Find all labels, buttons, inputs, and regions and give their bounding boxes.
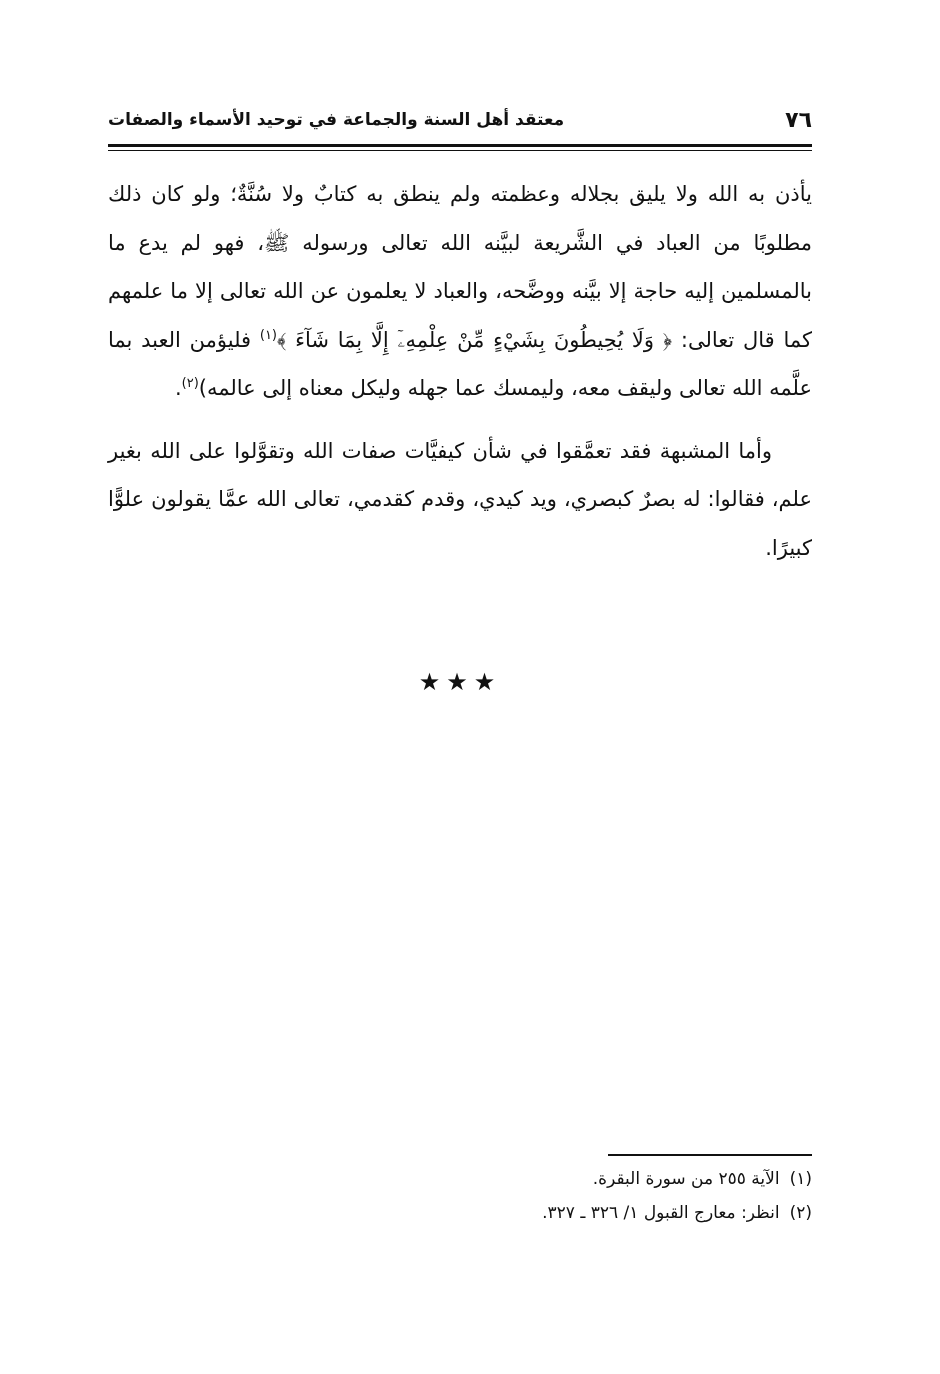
section-separator-stars: ★★★ bbox=[418, 668, 502, 696]
footnote-number: (١) bbox=[789, 1169, 812, 1189]
header-rule-thin bbox=[108, 150, 812, 151]
paragraph-1-part-3: . bbox=[174, 376, 182, 400]
footnotes bbox=[108, 1162, 812, 1230]
main-text bbox=[108, 170, 812, 572]
footnote-ref-2: (٢) bbox=[181, 376, 199, 391]
paragraph-1 bbox=[108, 170, 812, 413]
paragraph-1-part-2: فليؤمن العبد بما علَّمه الله تعالى وليقف معه، وليمسك عما جهله وليكل معناه إلى عالمه) bbox=[108, 327, 812, 400]
header-rule-thick bbox=[108, 144, 812, 147]
footnote-rule bbox=[608, 1154, 812, 1156]
footnote-1 bbox=[108, 1162, 812, 1196]
footnote-text: الآية ٢٥٥ من سورة البقرة. bbox=[592, 1169, 780, 1189]
page-number: ٧٦ bbox=[785, 108, 812, 133]
quran-verse: ﴿ وَلَا يُحِيطُونَ بِشَيْءٍ مِّنْ عِلْمِهِۦٓ إِلَّا بِمَا شَآءَ ﴾ bbox=[277, 327, 673, 352]
footnote-number: (٢) bbox=[789, 1203, 812, 1223]
paragraph-1-part-1: يأذن به الله ولا يليق بجلاله وعظمته ولم ينطق به كتابٌ ولا سُنَّةٌ؛ ولو كان ذلك مطلوبًا من العباد في الشَّريعة لبيَّنه الله تعالى ورسوله ﷺ، فهو لم يدع ما بالمسلمين إليه حاجة إلا بيَّنه ووضَّحه، والعباد لا يعلمون عن الله تعالى إلا ما علمهم كما قال تعالى: bbox=[108, 182, 813, 352]
running-header bbox=[108, 108, 812, 138]
footnote-ref-1: (١) bbox=[259, 327, 277, 343]
footnote-2 bbox=[108, 1196, 812, 1230]
footnote-text: انظر: معارج القبول ١/ ٣٢٦ ـ ٣٢٧. bbox=[542, 1203, 780, 1223]
running-title: معتقد أهل السنة والجماعة في توحيد الأسماء والصفات bbox=[108, 110, 565, 130]
paragraph-2: وأما المشبهة فقد تعمَّقوا في شأن كيفيَّات صفات الله وتقوَّلوا على الله بغير علم، فقالوا: له بصرٌ كبصري، ويد كيدي، وقدم كقدمي، تعالى الله عمَّا يقولون علوًّا كبيرًا. bbox=[108, 438, 812, 560]
